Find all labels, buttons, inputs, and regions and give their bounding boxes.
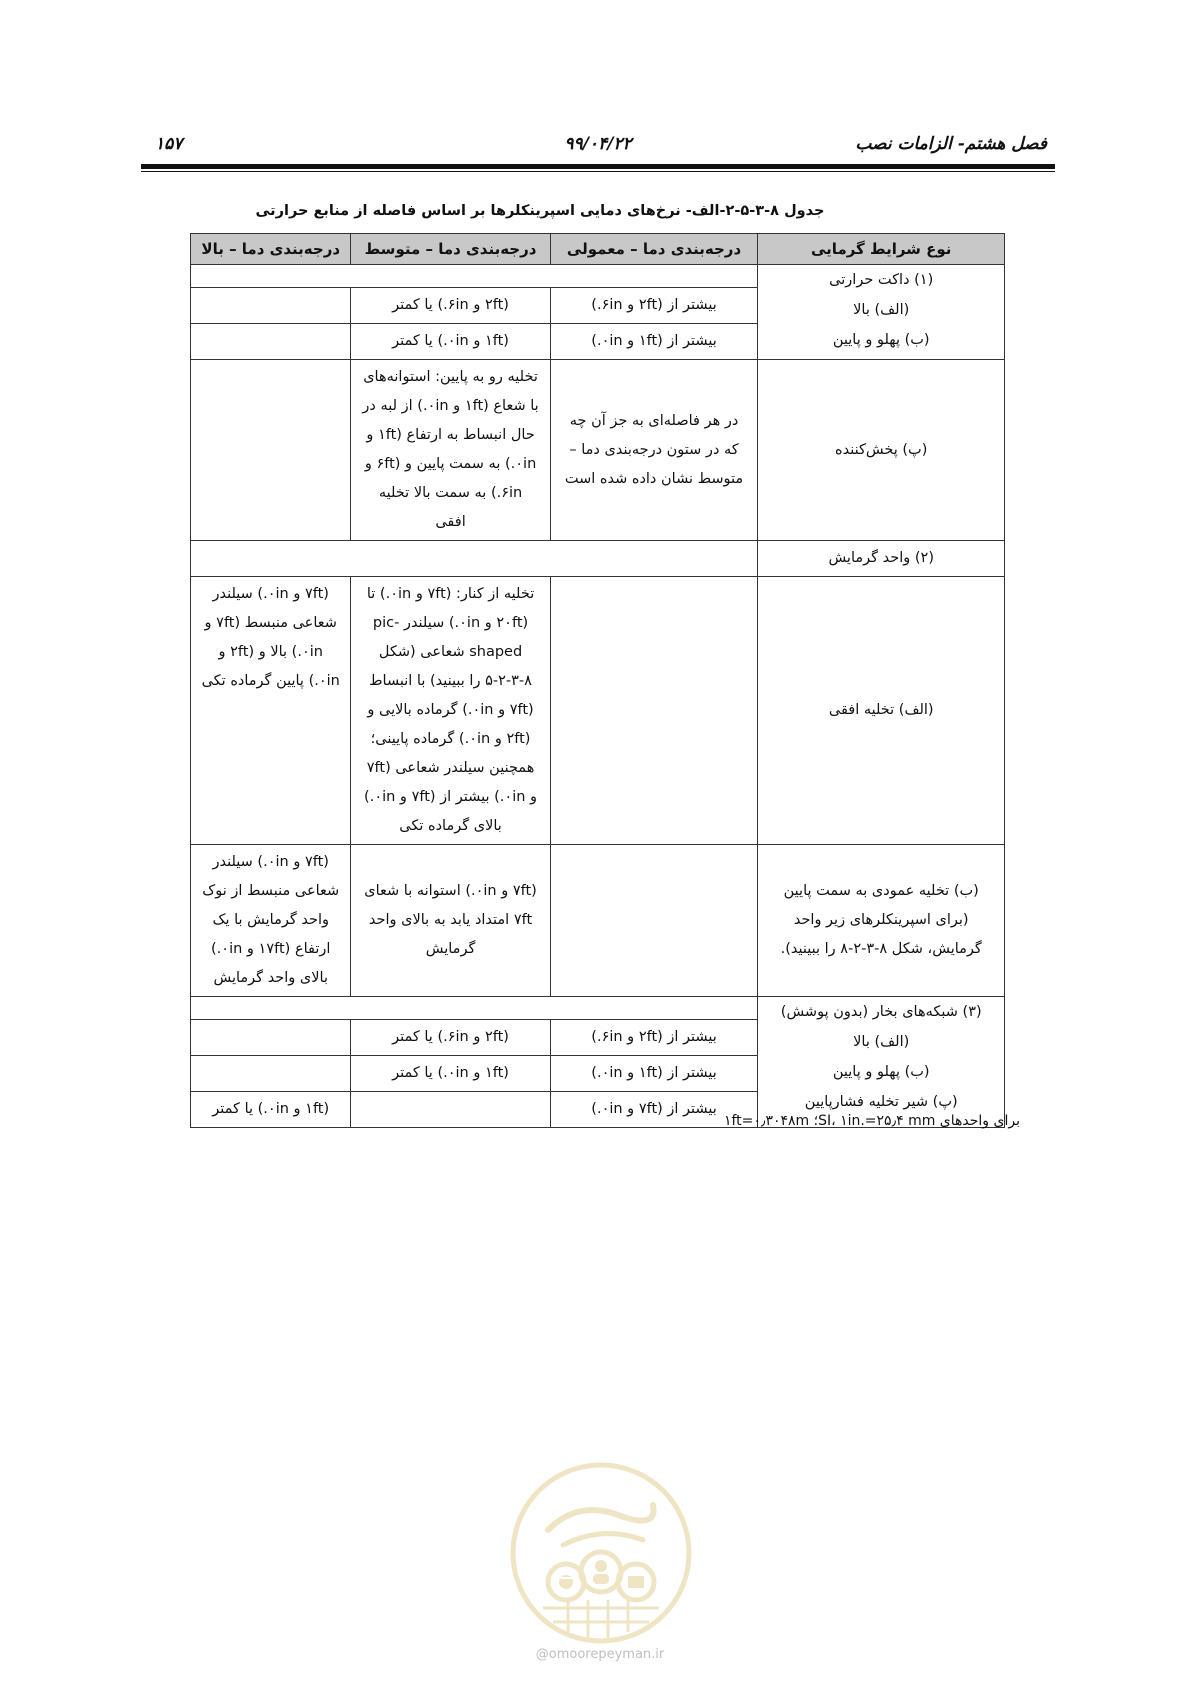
header-rule-thick xyxy=(141,164,1055,169)
intermediate-cell: (۲ft و ۶in.) یا کمتر xyxy=(351,1020,550,1056)
intermediate-cell: (۱ft و ۰in.) یا کمتر xyxy=(351,1056,550,1092)
header-condition: نوع شرایط گرمایی xyxy=(758,234,1005,265)
page-header xyxy=(141,134,1055,160)
person-icon xyxy=(593,1560,609,1584)
header-intermediate: درجه‌بندی دما – متوسط xyxy=(351,234,550,265)
units-footnote: برای واحدهای SI، ۱in.=۲۵٫۴ mm؛ ۱ft=۰٫۳۰۴۸m xyxy=(723,1113,1020,1129)
intermediate-cell: (۷ft و ۰in.) استوانه با شعای ۷ft امتداد یابد به بالای واحد گرمایش xyxy=(351,845,550,997)
logo-watermark xyxy=(508,1460,694,1646)
ordinary-cell xyxy=(550,577,758,845)
table-row xyxy=(191,360,1005,541)
gear-icon xyxy=(548,1564,584,1600)
condition-label: (الف) بالا xyxy=(853,1034,910,1050)
ordinary-cell xyxy=(550,845,758,997)
section-title: (۲) واحد گرمایش xyxy=(758,541,1005,577)
table-row xyxy=(191,577,1005,845)
intermediate-cell: (۱ft و ۰in.) یا کمتر xyxy=(351,324,550,360)
header-ordinary: درجه‌بندی دما – معمولی xyxy=(550,234,758,265)
condition-label: (ب) پهلو و پایین xyxy=(832,332,930,348)
high-cell xyxy=(191,1056,351,1092)
high-cell xyxy=(191,1020,351,1056)
ordinary-cell: بیشتر از (۱ft و ۰in.) xyxy=(550,324,758,360)
ordinary-cell: در هر فاصله‌ای به جز آن چه که در ستون درجه‌بندی دما – متوسط نشان داده شده است xyxy=(550,360,758,541)
page-number: ۱۵۷ xyxy=(155,134,183,154)
document-date: ۹۹/۰۴/۲۲ xyxy=(564,134,632,154)
high-cell: (۱ft و ۰in.) یا کمتر xyxy=(191,1092,351,1128)
table-header-row xyxy=(191,234,1005,265)
ordinary-cell: بیشتر از (۲ft و ۶in.) xyxy=(550,288,758,324)
section-title: (۱) داکت حرارتی xyxy=(829,272,934,288)
table-title: جدول ۸-۳-۵-۲-الف- نرخ‌های دمایی اسپرینکلرها بر اساس فاصله از منابع حرارتی xyxy=(255,203,825,219)
condition-label: (پ) پخش‌کننده xyxy=(758,360,1005,541)
calligraphy-stroke xyxy=(563,1534,643,1545)
condition-label: (ب) تخلیه عمودی به سمت پایین (برای اسپرینکلرهای زیر واحد گرمایش، شکل ۸-۳-۲-۸ را ببینید). xyxy=(758,845,1005,997)
ordinary-cell: بیشتر از (۷ft و ۰in.) xyxy=(550,1092,758,1128)
sprinkler-temperature-table xyxy=(190,233,1005,1128)
table-row xyxy=(191,997,1005,1020)
section-spacer xyxy=(191,997,758,1020)
condition-label: (پ) شیر تخلیه فشارپایین xyxy=(804,1094,958,1110)
website-watermark: @omoorepeyman.ir xyxy=(535,1647,665,1662)
section-spacer xyxy=(191,541,758,577)
condition-cell xyxy=(758,265,1005,360)
chapter-title: فصل هشتم- الزامات نصب xyxy=(855,134,1047,154)
ordinary-cell: بیشتر از (۱ft و ۰in.) xyxy=(550,1056,758,1092)
intermediate-cell: (۲ft و ۶in.) یا کمتر xyxy=(351,288,550,324)
header-high: درجه‌بندی دما – بالا xyxy=(191,234,351,265)
table-row xyxy=(191,265,1005,288)
condition-label: (ب) پهلو و پایین xyxy=(832,1064,930,1080)
intermediate-cell: تخلیه رو به پایین: استوانه‌های با شعاع (۱ft و ۰in.) از لبه در حال انبساط به ارتفاع (۱ft و ۰in.) به سمت پایین و (۶ft و ۶in.) به سمت بالا تخلیه افقی xyxy=(351,360,550,541)
section-spacer xyxy=(191,265,758,288)
high-cell: (۷ft و ۰in.) سیلندر شعاعی منبسط از نوک واحد گرمایش با یک ارتفاع (۱۷ft و ۰in.) بالای واحد گرمایش xyxy=(191,845,351,997)
high-cell: (۷ft و ۰in.) سیلندر شعاعی منبسط (۷ft و ۰in.) بالا و (۲ft و ۰in.) پایین گرماده تکی xyxy=(191,577,351,845)
high-cell xyxy=(191,324,351,360)
high-cell xyxy=(191,288,351,324)
intermediate-cell: تخلیه از کنار: (۷ft و ۰in.) تا (۲۰ft و ۰in.) سیلندر pic-shaped شعاعی (شکل ۸-۳-۲-۵ را ببینید) با انبساط (۷ft و ۰in.) گرماده بالایی و (۲ft و ۰in.) گرماده پایینی؛ همچنین سیلندر شعاعی (۷ft و ۰in.) بیشتر از (۷ft و ۰in.) بالای گرماده تکی xyxy=(351,577,550,845)
calligraphy-stroke xyxy=(548,1505,654,1530)
header-rule-thin xyxy=(141,171,1055,172)
section-title: (۳) شبکه‌های بخار (بدون پوشش) xyxy=(780,1004,982,1020)
table-row xyxy=(191,541,1005,577)
high-cell xyxy=(191,360,351,541)
building-icon xyxy=(628,1576,644,1588)
condition-label: (الف) تخلیه افقی xyxy=(758,577,1005,845)
table-row xyxy=(191,845,1005,997)
ordinary-cell: بیشتر از (۲ft و ۶in.) xyxy=(550,1020,758,1056)
condition-label: (الف) بالا xyxy=(853,302,910,318)
condition-cell xyxy=(758,997,1005,1128)
